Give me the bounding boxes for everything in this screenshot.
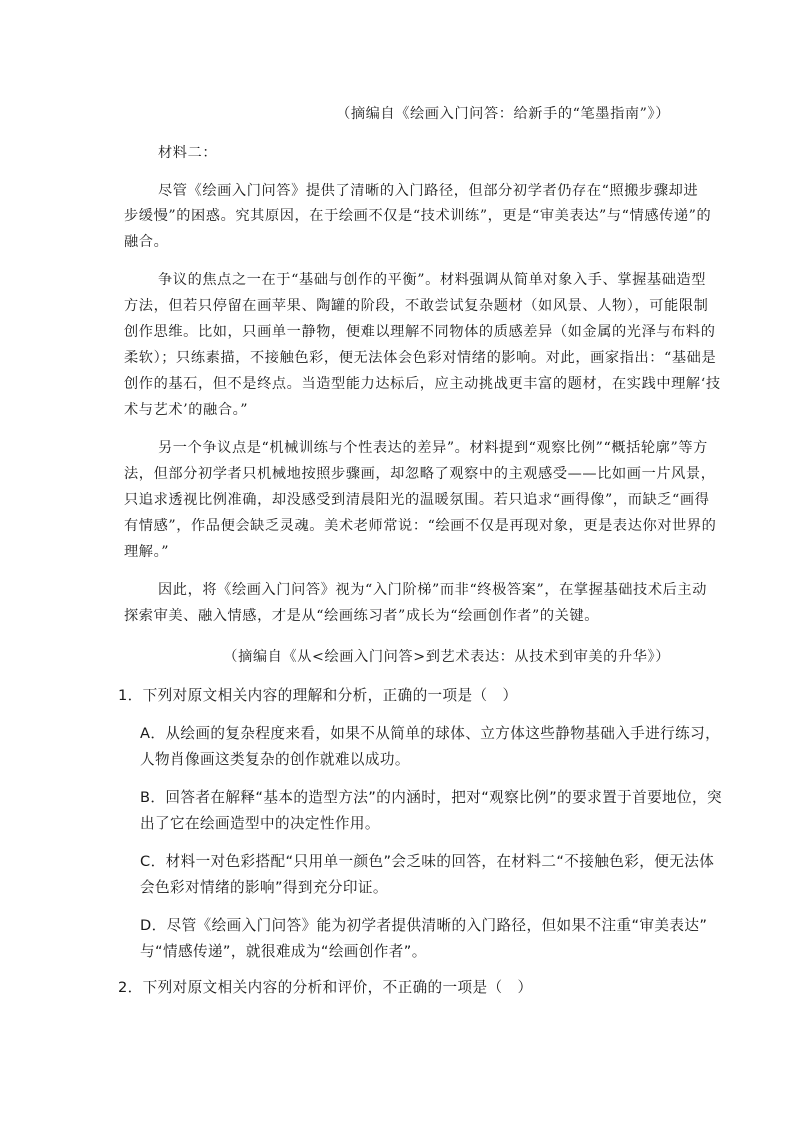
material1-source: （摘编自《绘画入门问答：给新手的“笔墨指南”》） bbox=[336, 106, 670, 122]
material2-p3-line: 法，但部分初学者只机械地按照步骤画，却忽略了观察中的主观感受——比如画一片风景， bbox=[124, 466, 716, 482]
q1-option-a-cont: 人物肖像画这类复杂的创作就难以成功。 bbox=[140, 751, 410, 768]
material2-p2-line: 创作思维。比如，只画单一静物，便难以理解不同物体的质感差异（如金属的光泽与布料的 bbox=[124, 324, 716, 340]
material2-p2-line: 术与艺术’的融合。” bbox=[124, 402, 249, 418]
material2-source: （摘编自《从<绘画入门问答>到艺术表达：从技术到审美的升华》） bbox=[223, 649, 670, 665]
material2-p1-line: 步缓慢”的困惑。究其原因，在于绘画不仅是“技术训练”，更是“审美表达”与“情感传递”的 bbox=[124, 208, 712, 224]
material2-p2-line: 柔软）；只练素描，不接触色彩，便无法体会色彩对情绪的影响。对此，画家指出：“基础是 bbox=[124, 350, 717, 366]
material2-p2-line: 争议的焦点之一在于“基础与创作的平衡”。材料强调从简单对象入手、掌握基础造型 bbox=[158, 272, 707, 288]
q1-option-d: D．尽管《绘画入门问答》能为初学者提供清晰的入门路径，但如果不注重“审美表达” bbox=[140, 917, 708, 934]
material2-p3-line: 另一个争议点是“机械训练与个性表达的差异”。材料提到“观察比例”“概括轮廓”等方 bbox=[158, 440, 708, 456]
material2-p2-line: 方法，但若只停留在画苹果、陶罐的阶段，不敢尝试复杂题材（如风景、人物），可能限制 bbox=[124, 298, 709, 314]
q1-option-c-cont: 会色彩对情绪的影响”得到充分印证。 bbox=[140, 879, 388, 896]
material2-p2-line: 创作的基石，但不是终点。当造型能力达标后，应主动挑战更丰富的题材，在实践中理解‘技 bbox=[124, 376, 721, 392]
material2-heading: 材料二： bbox=[158, 145, 218, 161]
q1-option-b: B．回答者在解释“基本的造型方法”的内涵时，把对“观察比例”的要求置于首要地位，突 bbox=[140, 789, 723, 806]
q1-option-b-cont: 出了它在绘画造型中的决定性作用。 bbox=[140, 815, 380, 832]
q1-option-a: A．从绘画的复杂程度来看，如果不从简单的球体、立方体这些静物基础入手进行练习， bbox=[140, 725, 721, 742]
q1-option-c: C．材料一对色彩搭配“只用单一颜色”会乏味的回答，在材料二“不接触色彩，便无法体 bbox=[140, 853, 715, 870]
material2-p3-line: 理解。” bbox=[124, 544, 170, 560]
material2-p1-line: 尽管《绘画入门问答》提供了清晰的入门路径，但部分初学者仍存在“照搬步骤却进 bbox=[158, 183, 699, 199]
question1-stem: 1．下列对原文相关内容的理解和分析，正确的一项是（ ） bbox=[118, 687, 518, 704]
material2-p4-line: 探索审美、融入情感，才是从“绘画练习者”成长为“绘画创作者”的关键。 bbox=[124, 608, 600, 624]
material2-p4-line: 因此，将《绘画入门问答》视为“入门阶梯”而非“终极答案”，在掌握基础技术后主动 bbox=[158, 582, 707, 598]
q1-option-d-cont: 与“情感传递”，就很难成为“绘画创作者”。 bbox=[140, 943, 427, 960]
material2-p3-line: 有情感”，作品便会缺乏灵魂。美术老师常说：“绘画不仅是再现对象，更是表达你对世界的 bbox=[124, 518, 717, 534]
question2-stem: 2．下列对原文相关内容的分析和评价，不正确的一项是（ ） bbox=[118, 979, 533, 996]
material2-p1-line: 融合。 bbox=[124, 234, 169, 250]
material2-p3-line: 只追求透视比例准确，却没感受到清晨阳光的温暖氛围。若只追求“画得像”，而缺乏“画得 bbox=[124, 492, 710, 508]
